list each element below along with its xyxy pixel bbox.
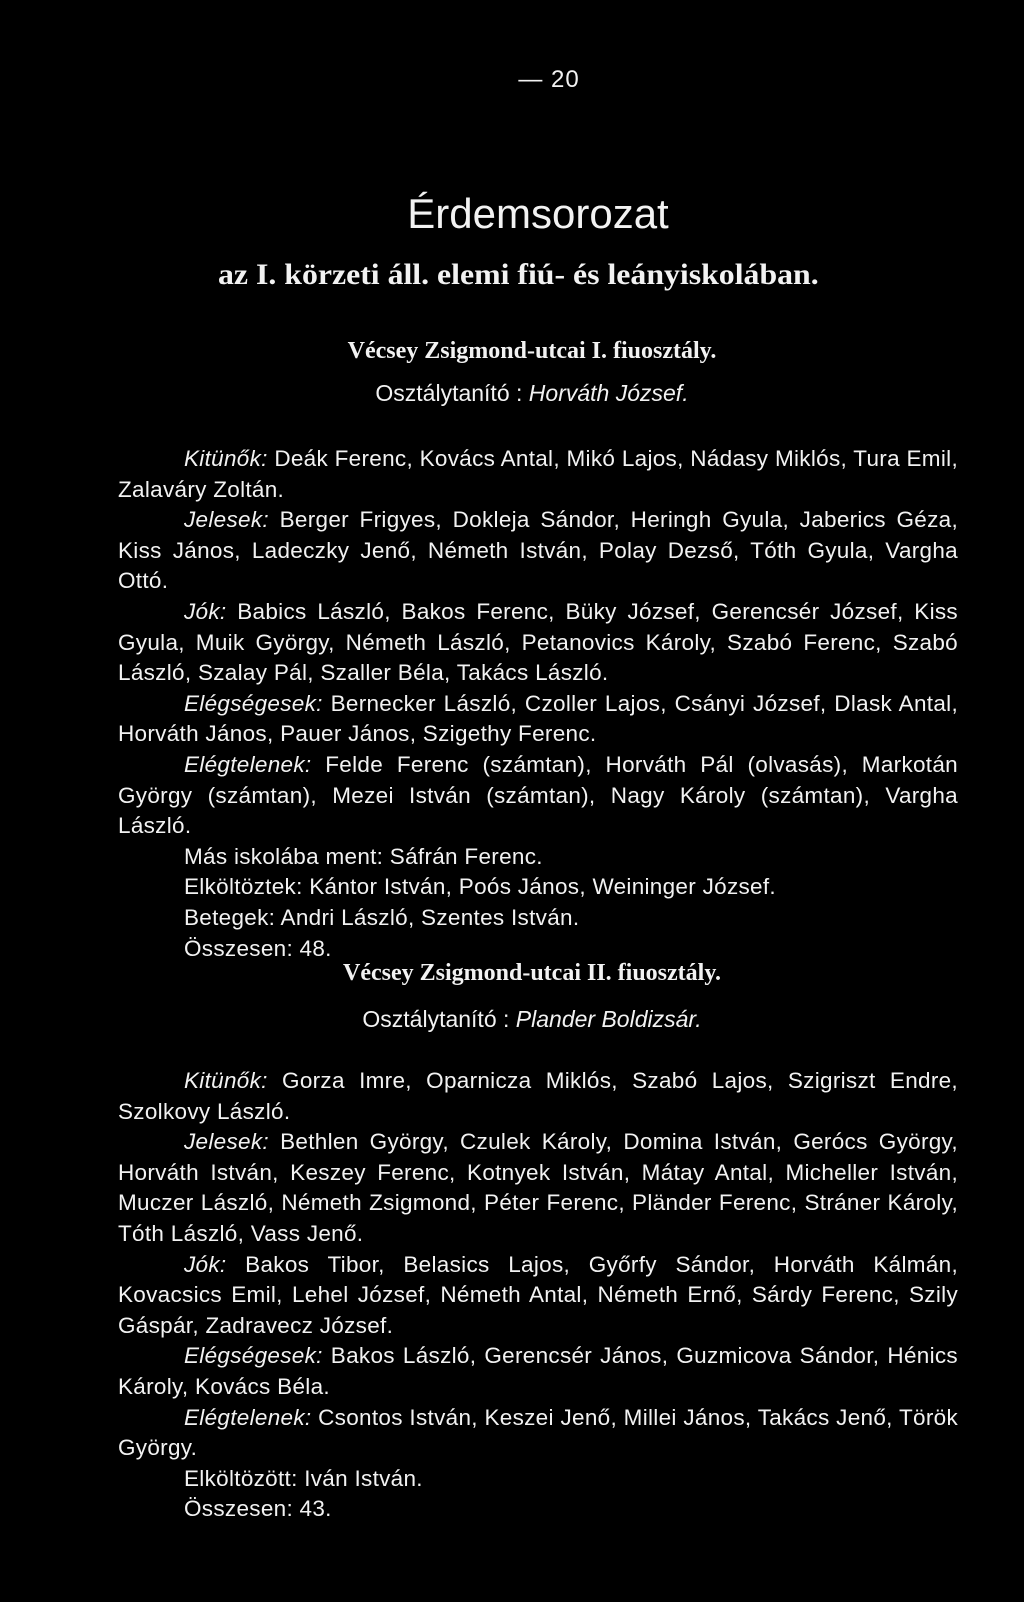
class-1-results	[118, 444, 958, 964]
elkoltoztek-line: Elköltöztek: Kántor István, Poós János, Weininger József.	[184, 874, 776, 900]
jelesek-paragraph	[118, 1127, 958, 1249]
document-subtitle: az I. körzeti áll. elemi fiú- és leányiskolában.	[218, 258, 819, 291]
osszesen-line: Összesen: 48.	[184, 935, 332, 961]
teacher-label: Osztálytanító :	[362, 1006, 510, 1032]
category-names: Berger Frigyes, Dokleja Sándor, Heringh Gyula, Jaberics Géza, Kiss János, Ladeczky Jenő, Németh István, Polay Dezső, Tóth Gyula, Vargha Ottó.	[118, 507, 958, 594]
jok-paragraph	[118, 597, 958, 689]
teacher-name: Horváth József.	[528, 380, 689, 406]
category-label: Kitünők:	[184, 1068, 268, 1093]
category-label: Elégségesek:	[184, 690, 323, 716]
document-title: Érdemsorozat	[407, 190, 669, 237]
mas-iskola-line: Más iskolába ment: Sáfrán Ferenc.	[184, 843, 543, 869]
jok-paragraph	[118, 1250, 958, 1342]
elegtelenek-paragraph	[118, 750, 958, 842]
betegek-line: Betegek: Andri László, Szentes István.	[184, 904, 580, 930]
kitunok-paragraph	[118, 444, 958, 505]
category-names: Bakos László, Gerencsér János, Guzmicova Sándor, Hénics Károly, Kovács Béla.	[118, 1343, 958, 1399]
jelesek-paragraph	[118, 505, 958, 597]
category-names: Csontos István, Keszei Jenő, Millei János, Takács Jenő, Török György.	[118, 1404, 958, 1461]
page-number: — 20	[518, 66, 580, 93]
category-names: Felde Ferenc (számtan), Horváth Pál (olvasás), Markotán György (számtan), Mezei István (számtan), Nagy Károly (számtan), Vargha László.	[118, 751, 958, 839]
teacher-line-1	[0, 380, 1024, 407]
elkoltozott-line: Elköltözött: Iván István.	[184, 1465, 423, 1491]
category-names: Bethlen György, Czulek Károly, Domina István, Gerócs György, Horváth István, Keszey Ferenc, Kotnyek István, Mátay Antal, Micheller István, Muczer László, Németh Zsigmond, Péter Ferenc, Pländer Ferenc, Stráner Károly, Tóth László, Vass Jenő.	[118, 1129, 958, 1246]
teacher-name: Plander Boldizsár.	[515, 1006, 702, 1032]
category-names: Babics László, Bakos Ferenc, Büky József, Gerencsér József, Kiss Gyula, Muik György, Németh László, Petanovics Károly, Szabó Ferenc, Szabó László, Szalay Pál, Szaller Béla, Takács László.	[118, 598, 958, 686]
teacher-line-2	[0, 1006, 1024, 1033]
category-label: Elégségesek:	[184, 1343, 323, 1369]
category-names: Gorza Imre, Oparnicza Miklós, Szabó Lajos, Szigriszt Endre, Szolkovy László.	[118, 1068, 958, 1124]
class-heading-2: Vécsey Zsigmond-utcai II. fiuosztály.	[343, 960, 721, 986]
class-2-results	[118, 1066, 958, 1525]
class-heading-1: Vécsey Zsigmond-utcai I. fiuosztály.	[347, 338, 717, 364]
category-names: Bakos Tibor, Belasics Lajos, Győrfy Sándor, Horváth Kálmán, Kovacsics Emil, Lehel József, Németh Antal, Németh Ernő, Sárdy Ferenc, Szily Gáspár, Zadravecz József.	[118, 1251, 958, 1338]
category-label: Jelesek:	[184, 1129, 269, 1155]
category-label: Jók:	[184, 1251, 227, 1277]
elegsegesek-paragraph	[118, 1341, 958, 1402]
elegsegesek-paragraph	[118, 689, 958, 750]
category-label: Elégtelenek:	[184, 751, 312, 777]
category-names: Bernecker László, Czoller Lajos, Csányi József, Dlask Antal, Horváth János, Pauer János, Szigethy Ferenc.	[118, 690, 958, 747]
teacher-label: Osztálytanító :	[375, 380, 523, 406]
elegtelenek-paragraph	[118, 1403, 958, 1464]
kitunok-paragraph	[118, 1066, 958, 1127]
category-names: Deák Ferenc, Kovács Antal, Mikó Lajos, Nádasy Miklós, Tura Emil, Zalaváry Zoltán.	[118, 446, 958, 502]
category-label: Elégtelenek:	[184, 1404, 312, 1430]
category-label: Jók:	[184, 598, 227, 624]
category-label: Kitünők:	[184, 446, 268, 471]
category-label: Jelesek:	[184, 507, 269, 533]
osszesen-line: Összesen: 43.	[184, 1496, 332, 1522]
